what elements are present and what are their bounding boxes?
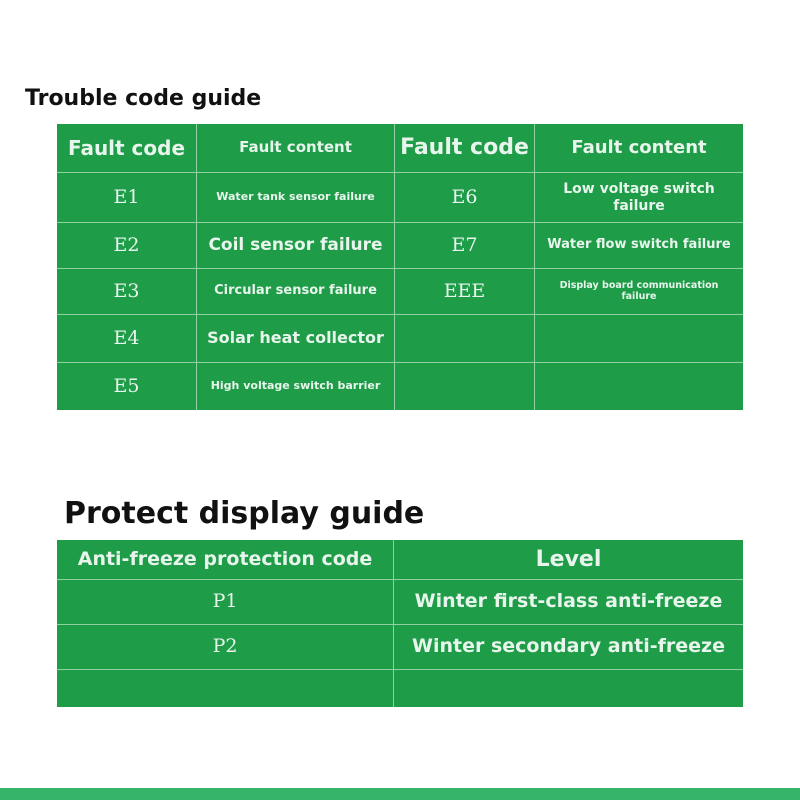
fault-content-cell: Circular sensor failure	[197, 269, 395, 315]
fault-content-cell: Display board communication failure	[535, 269, 743, 315]
header-level: Level	[394, 540, 743, 580]
header-fault-code: Fault code	[395, 124, 535, 173]
fault-code-cell: E3	[57, 269, 197, 315]
fault-content-cell	[535, 363, 743, 410]
header-fault-code: Fault code	[57, 124, 197, 173]
fault-code-cell: E2	[57, 223, 197, 269]
protect-display-guide-title: Protect display guide	[64, 496, 425, 531]
fault-code-cell: E1	[57, 173, 197, 223]
trouble-code-guide-title: Trouble code guide	[25, 86, 262, 111]
protect-display-table	[57, 540, 743, 707]
fault-content-cell: Coil sensor failure	[197, 223, 395, 269]
fault-content-cell	[535, 315, 743, 363]
header-protection-code: Anti-freeze protection code	[57, 540, 394, 580]
fault-code-cell: E7	[395, 223, 535, 269]
fault-code-cell: E6	[395, 173, 535, 223]
fault-content-cell: High voltage switch barrier	[197, 363, 395, 410]
fault-code-cell: EEE	[395, 269, 535, 315]
fault-content-cell: Water tank sensor failure	[197, 173, 395, 223]
header-fault-content: Fault content	[535, 124, 743, 173]
fault-content-cell: Water flow switch failure	[535, 223, 743, 269]
fault-code-cell: E5	[57, 363, 197, 410]
fault-content-cell: Solar heat collector	[197, 315, 395, 363]
protection-level-cell	[394, 670, 743, 707]
fault-content-cell: Low voltage switch failure	[535, 173, 743, 223]
fault-code-cell	[395, 315, 535, 363]
header-fault-content: Fault content	[197, 124, 395, 173]
protection-level-cell: Winter secondary anti-freeze	[394, 625, 743, 670]
bottom-accent-bar	[0, 788, 800, 800]
protection-code-cell	[57, 670, 394, 707]
fault-code-cell: E4	[57, 315, 197, 363]
protection-level-cell: Winter first-class anti-freeze	[394, 580, 743, 625]
fault-code-cell	[395, 363, 535, 410]
protection-code-cell: P1	[57, 580, 394, 625]
protection-code-cell: P2	[57, 625, 394, 670]
trouble-code-table	[57, 124, 743, 410]
